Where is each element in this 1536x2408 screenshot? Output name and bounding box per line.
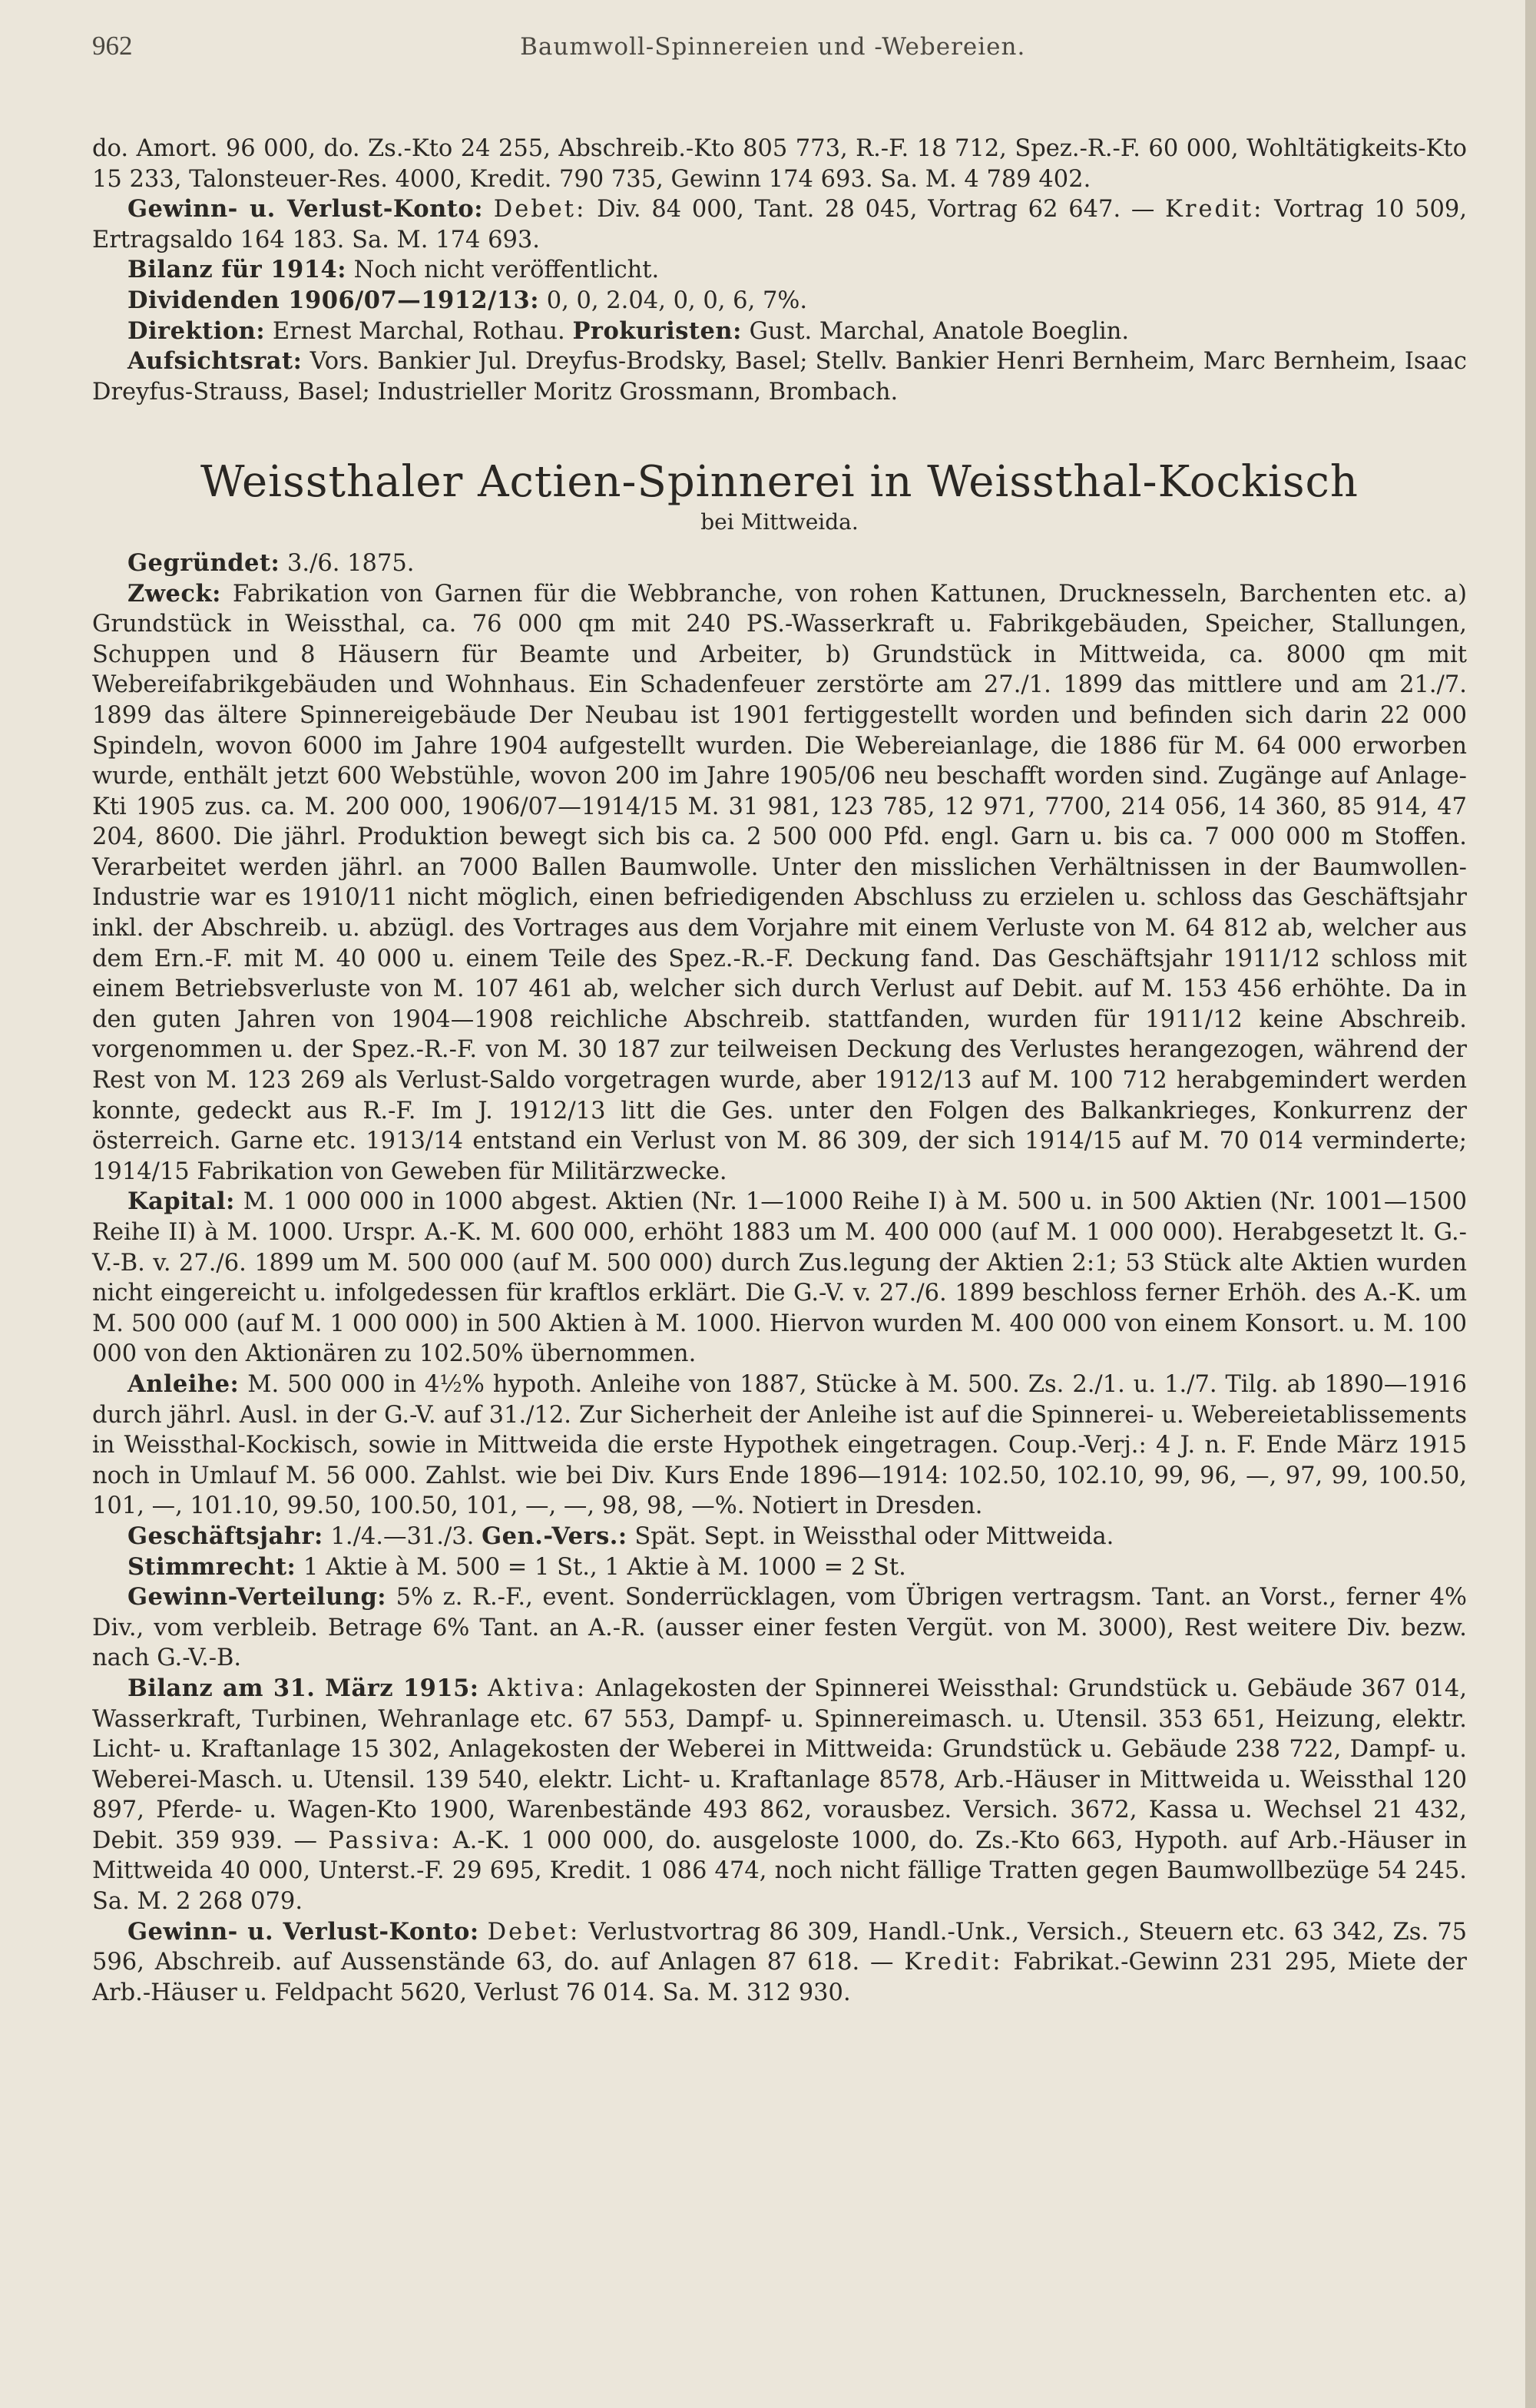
stimmrecht-label: Stimmrecht: xyxy=(127,1552,296,1581)
running-title: Baumwoll-Spinnereien und -Webereien. xyxy=(520,33,1026,61)
guv-kredit-text: Fabrikat.-Gewinn 231 295, Miete der Arb.-Häuser u. Feldpacht 5620, Verlust 76 014. Sa. M. 312 930. xyxy=(92,1949,1467,2006)
prev-prok-label: Prokuristen: xyxy=(572,316,742,345)
prev-gewinn-konto xyxy=(92,194,1467,255)
prev-balance-continuation: do. Amort. 96 000, do. Zs.-Kto 24 255, Abschreib.-Kto 805 773, R.-F. 18 712, Spez.-R.-F. 60 000, Wohltätigkeits-Kto 15 233, Talonsteuer-Res. 4000, Kredit. 790 735, Gewinn 174 693. Sa. M. 4 789 402. xyxy=(92,135,1467,193)
prev-direktion xyxy=(92,316,1467,347)
bilanz-passiva-label: Passiva: xyxy=(328,1827,442,1854)
anleihe xyxy=(92,1370,1467,1522)
gewinn-verteilung xyxy=(92,1582,1467,1674)
prev-div-label: Dividenden 1906/07—1912/13: xyxy=(127,286,539,314)
prev-dir-label: Direktion: xyxy=(127,316,266,345)
anleihe-text: M. 500 000 in 4½% hypoth. Anleihe von 1887, Stücke à M. 500. Zs. 2./1. u. 1./7. Tilg. ab 1890—1916 durch jährl. Ausl. in der G.-V. auf 31./12. Zur Sicherheit der Anleihe ist auf die Spinnerei- u. Webereietablissements in Weissthal-Kockisch, sowie in Mittweida die erste Hypothek eingetragen. Coup.-Verj.: 4 J. n. F. Ende März 1915 noch in Umlauf M. 56 000. Zahlst. wie bei Div. Kurs Ende 1896—1914: 102.50, 102.10, 99, 96, —, 97, 99, 100.50, 101, —, 101.10, 99.50, 100.50, 101, —, —, 98, 98, —%. Notiert in Dresden. xyxy=(92,1370,1468,1520)
prev-gewinn-kredit-text: Vortrag 10 509, Ertragsaldo 164 183. Sa. M. 174 693. xyxy=(92,196,1468,253)
bilanz-passiva-text: A.-K. 1 000 000, do. ausgeloste 1000, do. Zs.-Kto 663, Hypoth. auf Arb.-Häuser in Mittweida 40 000, Unterst.-F. 29 695, Kredit. 1 086 474, noch nicht fällige Tratten gegen Baumwollbezüge 54 245. Sa. M. 2 268 079. xyxy=(92,1827,1467,1916)
page-number: 962 xyxy=(92,31,133,61)
bilanz xyxy=(92,1674,1467,1917)
prev-bilanz-text: Noch nicht veröffentlicht. xyxy=(353,257,660,284)
prev-dir-text: Ernest Marchal, Rothau. xyxy=(272,317,565,345)
prev-aufsichtsrat xyxy=(92,346,1467,407)
gewinn-verlust-konto xyxy=(92,1917,1467,2009)
guv-debet-text: Verlustvortrag 86 309, Handl.-Unk., Versich., Steuern etc. 63 342, Zs. 75 596, Abschreib. auf Aussenstände 63, do. auf Anlagen 87 618. — xyxy=(92,1918,1468,1976)
gj-label: Geschäftsjahr: xyxy=(127,1522,323,1550)
page-gutter xyxy=(1525,0,1536,2408)
prev-bilanz xyxy=(92,255,1467,286)
gewinn-verteilung-label: Gewinn-Verteilung: xyxy=(127,1583,387,1611)
prev-gewinn-label: Gewinn- u. Verlust-Konto: xyxy=(127,195,483,224)
gv-text: Spät. Sept. in Weissthal oder Mittweida. xyxy=(634,1522,1114,1550)
gj-text: 1./4.—31./3. xyxy=(330,1522,475,1550)
stimmrecht-text: 1 Aktie à M. 500 = 1 St., 1 Aktie à M. 1000 = 2 St. xyxy=(303,1553,906,1581)
guv-label: Gewinn- u. Verlust-Konto: xyxy=(127,1917,479,1946)
guv-debet-label: Debet: xyxy=(487,1918,581,1946)
zweck-text: Fabrikation von Garnen für die Webbranche, von rohen Kattunen, Drucknesseln, Barchenten etc. a) Grundstück in Weissthal, ca. 76 000 qm mit 240 PS.-Wasserkraft u. Fabrikgebäuden, Speicher, Stallungen, Schuppen und 8 Häusern für Beamte und Arbeiter, b) Grundstück in Mittweida, ca. 8000 qm mit Webereifabrikgebäuden und Wohnhaus. Ein Schadenfeuer zerstörte am 27./1. 1899 das mittlere und am 21./7. 1899 das ältere Spinnereigebäude Der Neubau ist 1901 fertiggestellt worden und befinden sich darin 22 000 Spindeln, wovon 6000 im Jahre 1904 aufgestellt wurden. Die Webereianlage, die 1886 für M. 64 000 erworben wurde, enthält jetzt 600 Webstühle, wovon 200 im Jahre 1905/06 neu beschafft worden sind. Zugänge auf Anlage-Kti 1905 zus. ca. M. 200 000, 1906/07—1914/15 M. 31 981, 123 785, 12 971, 7700, 214 056, 14 360, 85 914, 47 204, 8600. Die jährl. Produktion bewegt sich bis ca. 2 500 000 Pfd. engl. Garn u. bis ca. 7 000 000 m Stoffen. Verarbeitet werden jährl. an 7000 Ballen Baumwolle. Unter den misslichen Verhältnissen in der Baumwollen-Industrie war es 1910/11 nicht möglich, einen befriedigenden Abschluss zu erzielen u. schloss das Geschäftsjahr inkl. der Abschreib. u. abzügl. des Vortrages aus dem Vorjahre mit einem Verluste von M. 64 812 ab, welcher aus dem Ern.-F. mit M. 40 000 u. einem Teile des Spez.-R.-F. Deckung fand. Das Geschäftsjahr 1911/12 schloss mit einem Betriebsverluste von M. 107 461 ab, welcher sich durch Verlust auf Debit. auf M. 153 456 erhöhte. Da in den guten Jahren von 1904—1908 reichliche Abschreib. stattfanden, wurden für 1911/12 keine Abschreib. vorgenommen u. der Spez.-R.-F. von M. 30 187 zur teilweisen Deckung des Verlustes herangezogen, während der Rest von M. 123 269 als Verlust-Saldo vorgetragen wurde, aber 1912/13 auf M. 100 712 herabgemindert werden konnte, gedeckt aus R.-F. Im J. 1912/13 litt die Ges. unter den Folgen des Balkankrieges, Konkurrenz der österreich. Garne etc. 1913/14 entstand ein Verlust von M. 86 309, der sich 1914/15 auf M. 70 014 verminderte; 1914/15 Fabrikation von Geweben für Militärzwecke. xyxy=(92,580,1467,1185)
running-header xyxy=(92,31,1467,78)
prev-div-text: 0, 0, 2.04, 0, 0, 6, 7%. xyxy=(546,287,808,314)
prev-aufs-text: Vors. Bankier Jul. Dreyfus-Brodsky, Basel; Stellv. Bankier Henri Bernheim, Marc Bernheim, Isaac Dreyfus-Strauss, Basel; Industrieller Moritz Grossmann, Brombach. xyxy=(92,348,1467,406)
gegruendet xyxy=(92,548,1467,579)
anleihe-label: Anleihe: xyxy=(127,1370,240,1398)
bilanz-label: Bilanz am 31. März 1915: xyxy=(127,1674,479,1702)
prev-prok-text: Gust. Marchal, Anatole Boeglin. xyxy=(749,317,1130,345)
bilanz-aktiva-label: Aktiva: xyxy=(487,1674,588,1702)
zweck xyxy=(92,579,1467,1187)
kapital-label: Kapital: xyxy=(127,1187,235,1216)
gegruendet-label: Gegründet: xyxy=(127,548,280,577)
guv-kredit-label: Kredit: xyxy=(904,1949,1003,1976)
geschaeftsjahr xyxy=(92,1522,1467,1552)
prev-gewinn-debet: Debet: xyxy=(493,196,587,224)
zweck-label: Zweck: xyxy=(127,579,221,608)
stimmrecht xyxy=(92,1552,1467,1583)
prev-bilanz-label: Bilanz für 1914: xyxy=(127,256,346,284)
gegruendet-text: 3./6. 1875. xyxy=(286,549,415,577)
company-title: Weissthaler Actien-Spinnerei in Weissthal-Kockisch xyxy=(200,457,1359,508)
prev-gewinn-debet-text: Div. 84 000, Tant. 28 045, Vortrag 62 647. — xyxy=(597,196,1155,224)
bilanz-aktiva-text: Anlagekosten der Spinnerei Weissthal: Grundstück u. Gebäude 367 014, Wasserkraft, Turbinen, Wehranlage etc. 67 553, Dampf- u. Spinnereimasch. u. Utensil. 353 651, Heizung, elektr. Licht- u. Kraftanlage 15 302, Anlagekosten der Weberei in Mittweida: Grundstück u. Gebäude 238 722, Dampf- u. Weberei-Masch. u. Utensil. 139 540, elektr. Licht- u. Kraftanlage 8578, Arb.-Häuser in Mittweida u. Weissthal 120 897, Pferde- u. Wagen-Kto 1900, Warenbestände 493 862, vorausbez. Versich. 3672, Kassa u. Wechsel 21 432, Debit. 359 939. — xyxy=(92,1674,1468,1854)
gv-label: Gen.-Vers.: xyxy=(482,1522,627,1550)
prev-dividenden xyxy=(92,286,1467,316)
prev-aufs-label: Aufsichtsrat: xyxy=(127,347,303,376)
kapital-text: M. 1 000 000 in 1000 abgest. Aktien (Nr. 1—1000 Reihe I) à M. 500 u. in 500 Aktien (Nr. 1001—1500 Reihe II) à M. 1000. Urspr. A.-K. M. 600 000, erhöht 1883 um M. 400 000 (auf M. 1 000 000). Herabgesetzt lt. G.-V.-B. v. 27./6. 1899 um M. 500 000 (auf M. 500 000) durch Zus.legung der Aktien 2:1; 53 Stück alte Aktien wurden nicht eingereicht u. infolgedessen für kraftlos erklärt. Die G.-V. v. 27./6. 1899 beschloss ferner Erhöh. des A.-K. um M. 500 000 (auf M. 1 000 000) in 500 Aktien à M. 1000. Hiervon wurden M. 400 000 von einem Konsort. u. M. 100 000 von den Aktionären zu 102.50% übernommen. xyxy=(92,1188,1467,1368)
kapital xyxy=(92,1187,1467,1370)
prev-gewinn-kredit: Kredit: xyxy=(1165,196,1264,224)
text-column xyxy=(92,31,1467,2008)
company-subtitle: bei Mittweida. xyxy=(700,509,859,535)
gewinn-verteilung-text: 5% z. R.-F., event. Sonderrücklagen, vom Übrigen vertragsm. Tant. an Vorst., ferner 4% Div., vom verbleib. Betrage 6% Tant. an A.-R. (ausser einer festen Vergüt. von M. 3000), Rest weitere Div. bezw. nach G.-V.-B. xyxy=(92,1584,1467,1672)
